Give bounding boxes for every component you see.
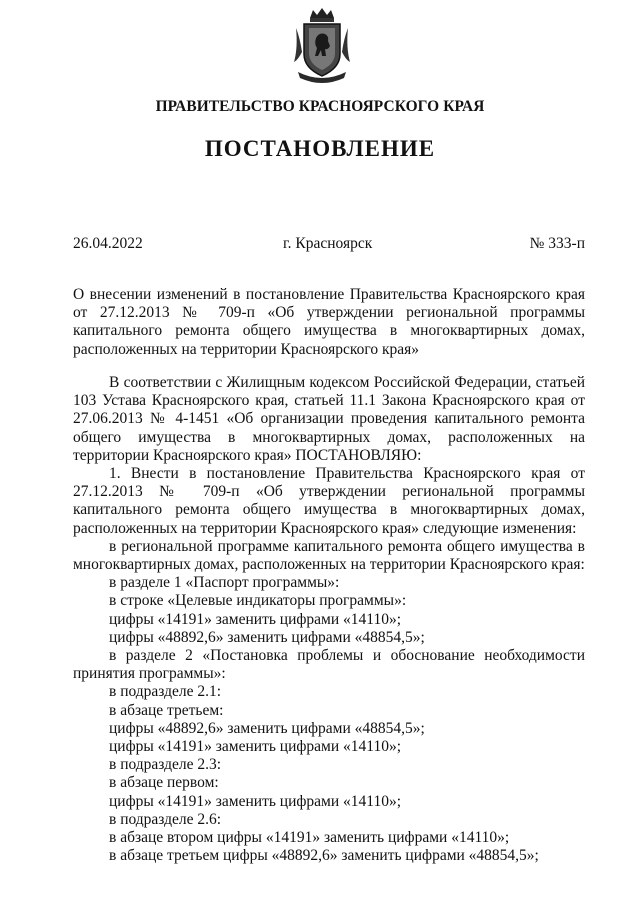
amendment-line: в разделе 2 «Постановка проблемы и обоснование необходимости принятия программы»: (73, 647, 585, 683)
amendment-line: в абзаце третьем цифры «48892,6» заменить цифрами «48854,5»; (109, 847, 539, 865)
item-1-paragraph: 1. Внести в постановление Правительства Красноярского края от 27.12.2013 № 709-п «Об утверждении региональной программы капитального ремонта общего имущества в многоквартирных домах, расположенных на территории Красноярского края» следующие изменения: (73, 465, 585, 537)
coat-of-arms-icon (292, 8, 352, 84)
document-subject: О внесении изменений в постановление Правительства Красноярского края от 27.12.2013 № 709-п «Об утверждении региональной программы капитального ремонта общего имущества в многоквартирных домах, расположенных на территории Красноярского края» (73, 286, 585, 358)
document-number: № 333-п (529, 235, 585, 252)
amendment-line: цифры «14191» заменить цифрами «14110»; (109, 610, 402, 628)
amendment-line: в подразделе 2.6: (109, 810, 222, 828)
document-body (73, 374, 585, 865)
preamble-paragraph: В соответствии с Жилищным кодексом Российской Федерации, статьей 103 Устава Красноярского края, статьей 11.1 Закона Красноярского края от 27.06.2013 № 4-1451 «Об организации проведения капитального ремонта общего имущества в многоквартирных домах, расположенных на территории Красноярского края» ПОСТАНОВЛЯЮ: (73, 374, 585, 464)
amendment-line: в подразделе 2.3: (109, 756, 222, 774)
amendment-line: в абзаце третьем: (109, 701, 224, 719)
document-date: 26.04.2022 (73, 235, 143, 252)
government-name: ПРАВИТЕЛЬСТВО КРАСНОЯРСКОГО КРАЯ (155, 98, 485, 115)
amendment-line: в абзаце втором цифры «14191» заменить цифрами «14110»; (109, 829, 510, 847)
amendment-line: цифры «48892,6» заменить цифрами «48854,5»; (109, 719, 425, 737)
amendment-line: в абзаце первом: (109, 774, 219, 792)
amendment-line: цифры «14191» заменить цифрами «14110»; (109, 738, 402, 756)
amendment-line: в строке «Целевые индикаторы программы»: (109, 592, 407, 610)
document-city: г. Красноярск (283, 235, 373, 252)
amendment-line: цифры «48892,6» заменить цифрами «48854,5»; (109, 628, 425, 646)
amendment-line: цифры «14191» заменить цифрами «14110»; (109, 792, 402, 810)
amendment-line: в региональной программе капитального ремонта общего имущества в многоквартирных домах, расположенных на территории Красноярского края: (73, 537, 585, 574)
amendment-line: в подразделе 2.1: (109, 683, 222, 701)
document-type-title: ПОСТАНОВЛЕНИЕ (204, 136, 436, 161)
amendment-line: в разделе 1 «Паспорт программы»: (109, 574, 340, 592)
